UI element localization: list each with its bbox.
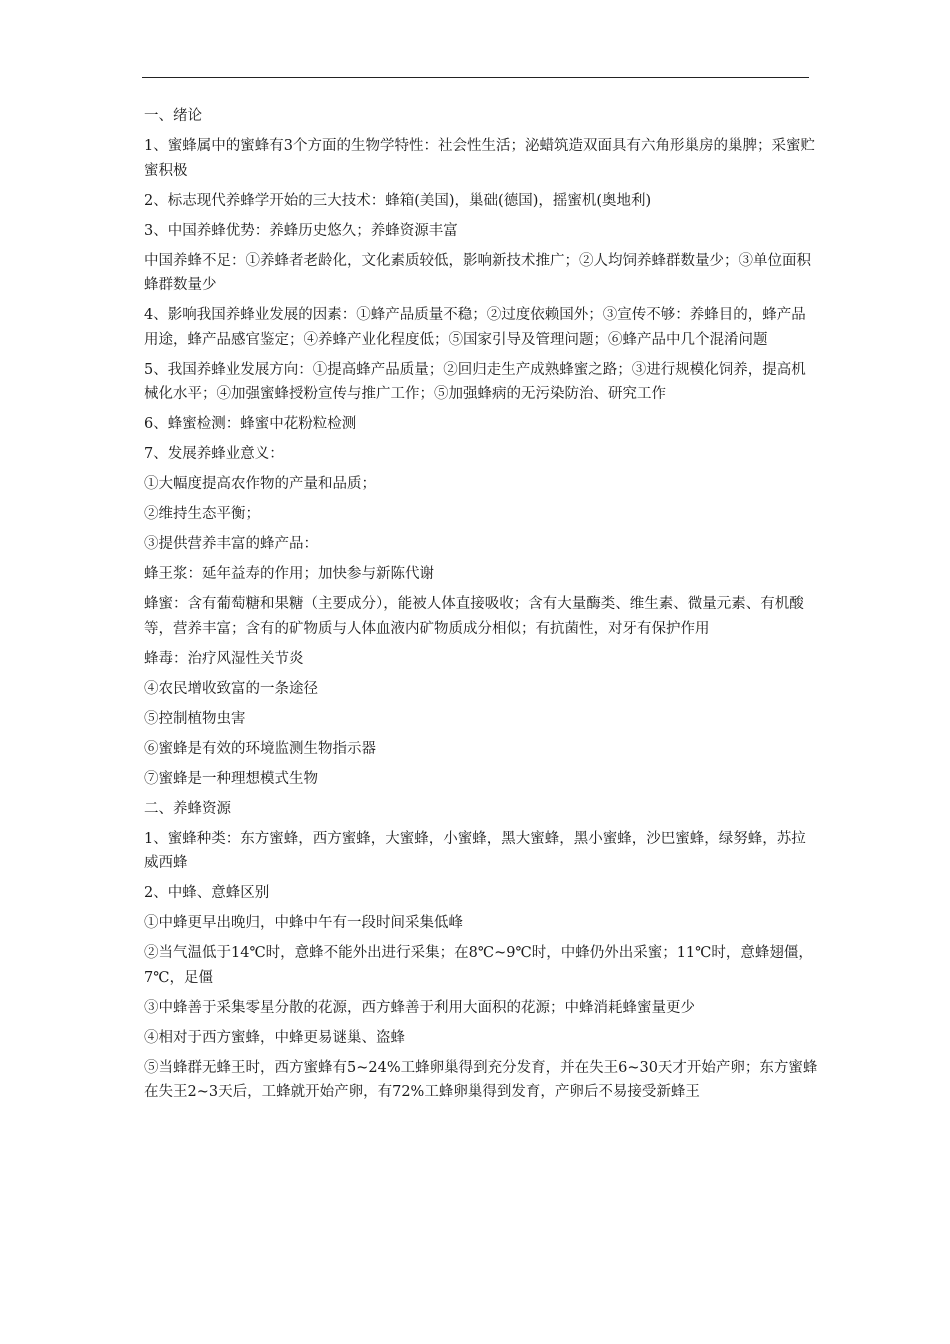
- paragraph: 2、标志现代养蜂学开始的三大技术：蜂箱(美国)，巢础(德国)，摇蜜机(奥地利): [144, 192, 652, 209]
- list-item: ⑤当蜂群无蜂王时，西方蜜蜂有5~24%工蜂卵巢得到充分发育，并在失王6~30天才开始产卵；东方蜜蜂在失王2~3天后，工蜂就开始产卵，有72%工蜂卵巢得到发育，产卵后不易接受新蜂王: [144, 1059, 818, 1100]
- list-item: ①大幅度提高农作物的产量和品质；: [144, 476, 376, 492]
- list-item: ⑤控制植物虫害: [144, 710, 246, 727]
- paragraph: 1、蜜蜂属中的蜜蜂有3个方面的生物学特性：社会性生活；泌蜡筑造双面具有六角形巢房的巢脾；采蜜贮蜜积极: [144, 138, 815, 179]
- document-body: [144, 104, 820, 1110]
- paragraph: 4、影响我国养蜂业发展的因素：①蜂产品质量不稳；②过度依赖国外；③宣传不够：养蜂目的，蜂产品用途，蜂产品感官鉴定；④养蜂产业化程度低；⑤国家引导及管理问题；⑥蜂产品中几个混淆问题: [144, 307, 806, 348]
- paragraph: 3、中国养蜂优势：养蜂历史悠久；养蜂资源丰富: [144, 222, 458, 239]
- paragraph: 蜂蜜：含有葡萄糖和果糖（主要成分），能被人体直接吸收；含有大量酶类、维生素、微量元素、有机酸等，营养丰富；含有的矿物质与人体血液内矿物质成分相似；有抗菌性，对牙有保护作用: [144, 596, 804, 637]
- list-item: ③中蜂善于采集零星分散的花源，西方蜂善于利用大面积的花源；中蜂消耗蜂蜜量更少: [144, 999, 695, 1016]
- list-item: ⑦蜜蜂是一种理想模式生物: [144, 770, 318, 787]
- paragraph: 1、蜜蜂种类：东方蜜蜂，西方蜜蜂，大蜜蜂，小蜜蜂，黑大蜜蜂，黑小蜜蜂，沙巴蜜蜂，绿努蜂，苏拉威西蜂: [144, 830, 806, 871]
- section-heading-resources: 二、养蜂资源: [144, 800, 231, 817]
- list-item: ⑥蜜蜂是有效的环境监测生物指示器: [144, 740, 376, 757]
- paragraph: 蜂毒：治疗风湿性关节炎: [144, 650, 304, 667]
- list-item: ④相对于西方蜜蜂，中蜂更易谜巢、盗蜂: [144, 1029, 405, 1046]
- header-rule: [142, 77, 809, 78]
- list-item: ②当气温低于14℃时，意蜂不能外出进行采集；在8℃~9℃时，中蜂仍外出采蜜；11℃时，意蜂翅僵，7℃，足僵: [144, 945, 813, 986]
- list-item: ③提供营养丰富的蜂产品：: [144, 536, 318, 552]
- paragraph: 5、我国养蜂业发展方向：①提高蜂产品质量；②回归走生产成熟蜂蜜之路；③进行规模化饲养，提高机械化水平；④加强蜜蜂授粉宣传与推广工作；⑤加强蜂病的无污染防治、研究工作: [144, 361, 806, 402]
- paragraph: 中国养蜂不足：①养蜂者老龄化，文化素质较低，影响新技术推广；②人均饲养蜂群数量少；③单位面积蜂群数量少: [144, 252, 811, 293]
- list-item: ①中蜂更早出晚归，中蜂中午有一段时间采集低峰: [144, 915, 463, 931]
- section-heading-intro: 一、绪论: [144, 108, 202, 124]
- paragraph: 2、中蜂、意蜂区别: [144, 885, 270, 901]
- paragraph: 蜂王浆：延年益寿的作用；加快参与新陈代谢: [144, 566, 434, 582]
- paragraph: 7、发展养蜂业意义：: [144, 446, 284, 462]
- list-item: ④农民增收致富的一条途径: [144, 680, 318, 697]
- paragraph: 6、蜂蜜检测：蜂蜜中花粉粒检测: [144, 416, 357, 432]
- list-item: ②维持生态平衡；: [144, 506, 260, 522]
